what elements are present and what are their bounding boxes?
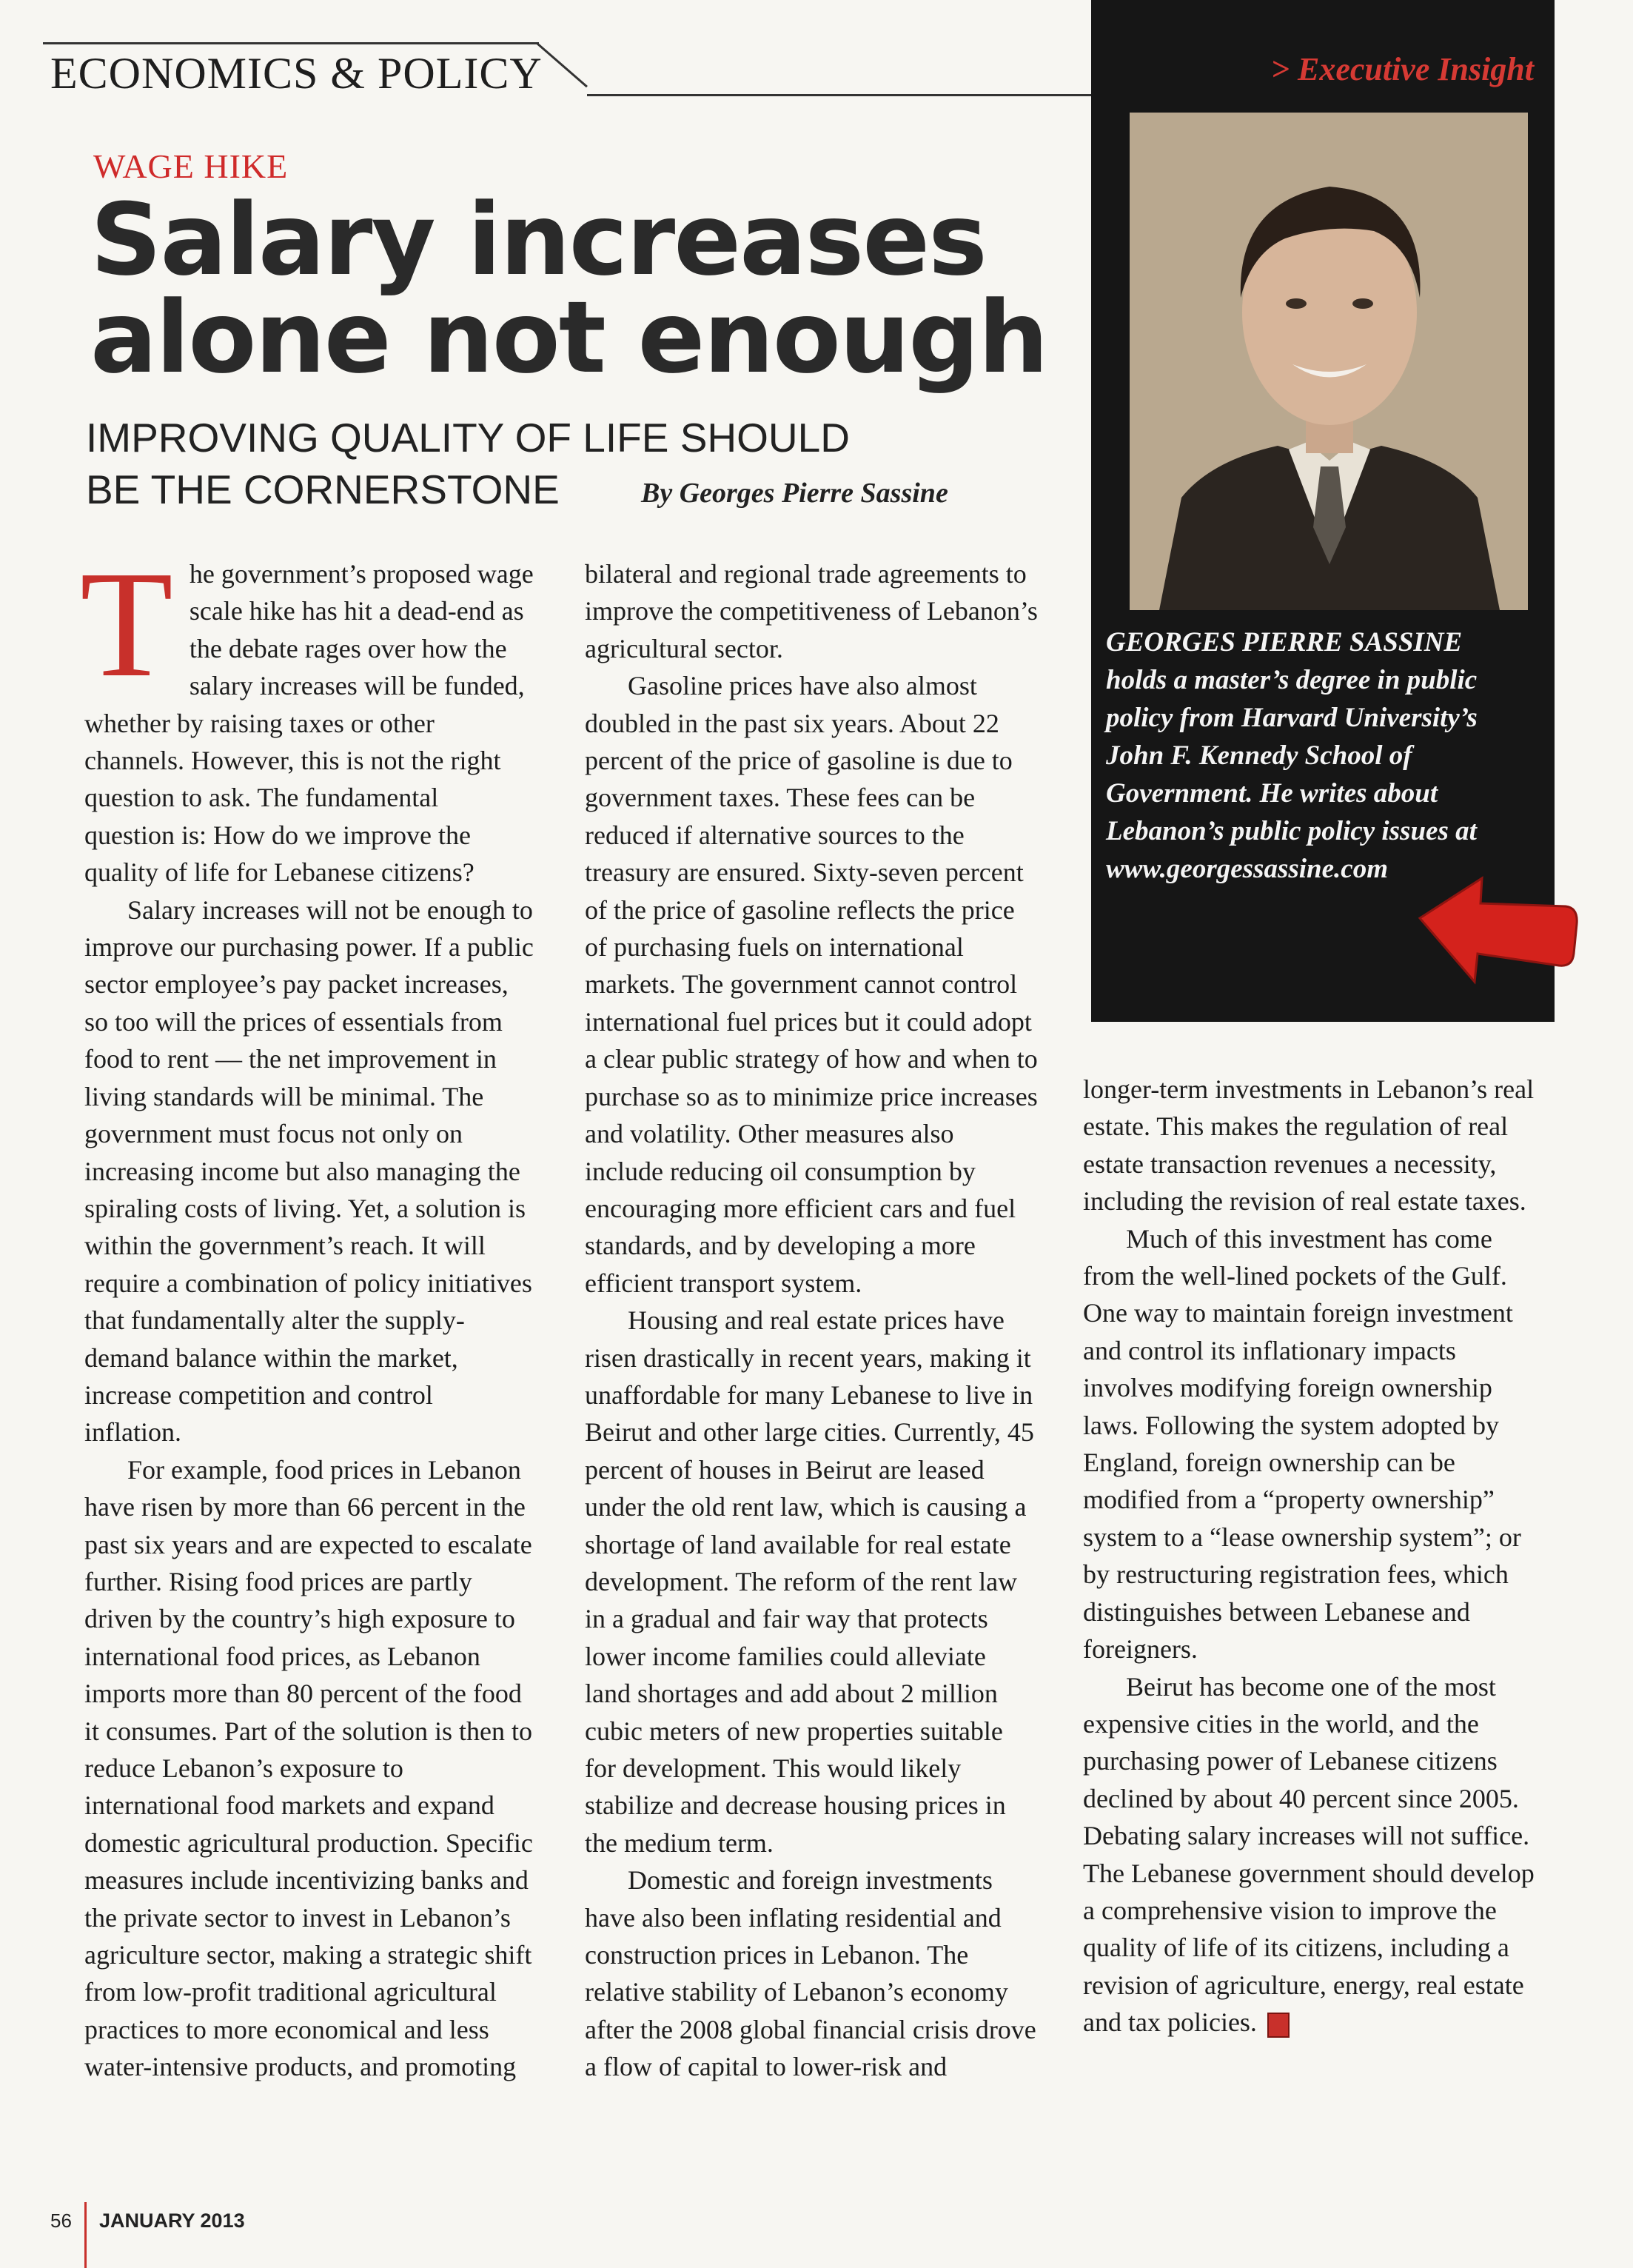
paragraph-8: longer-term investments in Lebanon’s real estate. This makes the regulation of real estate transaction revenues a necessity, including the revision of real estate taxes.	[1083, 1074, 1535, 1217]
paragraph-6: Housing and real estate prices have risen drastically in recent years, making it unaffordable for many Lebanese to live in Beirut and other large cities. Currently, 45 percent of houses in Beirut are leased under the old rent law, which is causing a shortage of land available for real estate development. The reform of the rent law in a gradual and fair way that protects lower income families could alleviate land shortages and add about 2 million cubic meters of new properties suitable for development. This would likely stabilize and decrease housing prices in the medium term.	[585, 1305, 1034, 1858]
section-header	[43, 41, 1094, 100]
section-rule-bottom	[587, 94, 1098, 96]
article-deck: IMPROVING QUALITY OF LIFE SHOULD BE THE CORNERSTONE	[86, 415, 850, 512]
article-kicker: WAGE HIKE	[93, 147, 289, 185]
paragraph-3: For example, food prices in Lebanon have risen by more than 66 percent in the past six years and are expected to escalate further. Rising food prices are partly driven by the country’s high exposure to international food prices, as Lebanon imports more than 80 percent of the food it consumes. Part of the solution is then to reduce Lebanon’s exposure to international food markets and expand domestic agricultural production. Specific measures include incentivizing banks and the private sector to invest in Lebanon’s agriculture sector, making a strategic shift from low-profit traditional agricultural practices to more economical and less water-intensive products, and promoting	[84, 1454, 533, 2082]
paragraph-1-text: he government’s proposed wage scale hike has hit a dead-end as the debate rages over how the salary increases will be funded, whether by raising taxes or other channels. However, this is not the right question to ask. The fundamental question is: How do we improve the quality of life for Lebanese citizens?	[84, 559, 534, 888]
paragraph-10	[1083, 1668, 1536, 2041]
paragraph-1	[80, 539, 534, 892]
section-title: ECONOMICS & POLICY	[50, 49, 543, 98]
article-column-3	[1083, 1071, 1536, 2041]
paragraph-4: bilateral and regional trade agreements to improve the competitiveness of Lebanon’s agricultural sector.	[585, 559, 1038, 663]
section-rule-slant	[536, 42, 588, 87]
red-arrow-icon	[1414, 872, 1584, 1002]
issue-date: JANUARY 2013	[99, 2210, 245, 2232]
article-column-1	[80, 539, 534, 2086]
article-headline: Salary increases alone not enough	[90, 182, 1047, 395]
sidebar-tag: > Executive Insight	[1270, 51, 1534, 87]
section-rule-top	[43, 42, 539, 44]
end-mark-icon	[1267, 2013, 1290, 2038]
paragraph-9: Much of this investment has come from the well-lined pockets of the Gulf. One way to maintain foreign investment and control its inflationary impacts involves modifying foreign ownership laws. Following the system adopted by England, foreign ownership can be modified from a “property ownership” system to a “lease ownership system”; or by restructuring registration fees, which distinguishes between Lebanese and foreigners.	[1083, 1223, 1521, 1665]
executive-insight-sidebar	[1091, 0, 1555, 1022]
footer-divider	[84, 2202, 87, 2268]
paragraph-10-text: Beirut has become one of the most expensive cities in the world, and the purchasing power of Lebanese citizens declined by about 40 percent since 2005. Debating salary increases will not suffice. The Lebanese government should develop a comprehensive vision to improve the quality of life of its citizens, including a revision of agriculture, energy, real estate and tax policies.	[1083, 1671, 1535, 2038]
article-byline: By Georges Pierre Sassine	[641, 478, 948, 509]
paragraph-5: Gasoline prices have also almost doubled in the past six years. About 22 percent of the price of gasoline is due to government taxes. These fees can be reduced if alternative sources to the treasury are ensured. Sixty-seven percent of the price of gasoline reflects the price of purchasing fuels on international markets. The government cannot control international fuel prices but it could adopt a clear public strategy of how and when to purchase so as to minimize price increases and volatility. Other measures also include reducing oil consumption by encouraging more efficient cars and fuel standards, and by developing a more efficient transport system.	[585, 671, 1038, 1298]
article-column-2	[585, 555, 1038, 2086]
page-number: 56	[50, 2210, 72, 2232]
drop-cap: T	[80, 539, 173, 709]
paragraph-7: Domestic and foreign investments have also been inflating residential and construction prices in Lebanon. The relative stability of Lebanon’s economy after the 2008 global financial crisis drove a flow of capital to lower-risk and	[585, 1865, 1036, 2082]
author-photo	[1130, 113, 1528, 610]
paragraph-2: Salary increases will not be enough to improve our purchasing power. If a public sector employee’s pay packet increases, so too will the prices of essentials from food to rent — the net improvement in living standards will be minimal. The government must focus not only on increasing income but also managing the spiraling costs of living. Yet, a solution is within the government’s reach. It will require a combination of policy initiatives that fundamentally alter the supply-demand balance within the market, increase competition and control inflation.	[84, 894, 534, 1448]
author-bio: GEORGES PIERRE SASSINE holds a master’s degree in public policy from Harvard University’s John F. Kennedy School of Government. He writes about Lebanon’s public policy issues at www.georgessassine.com	[1106, 627, 1478, 884]
